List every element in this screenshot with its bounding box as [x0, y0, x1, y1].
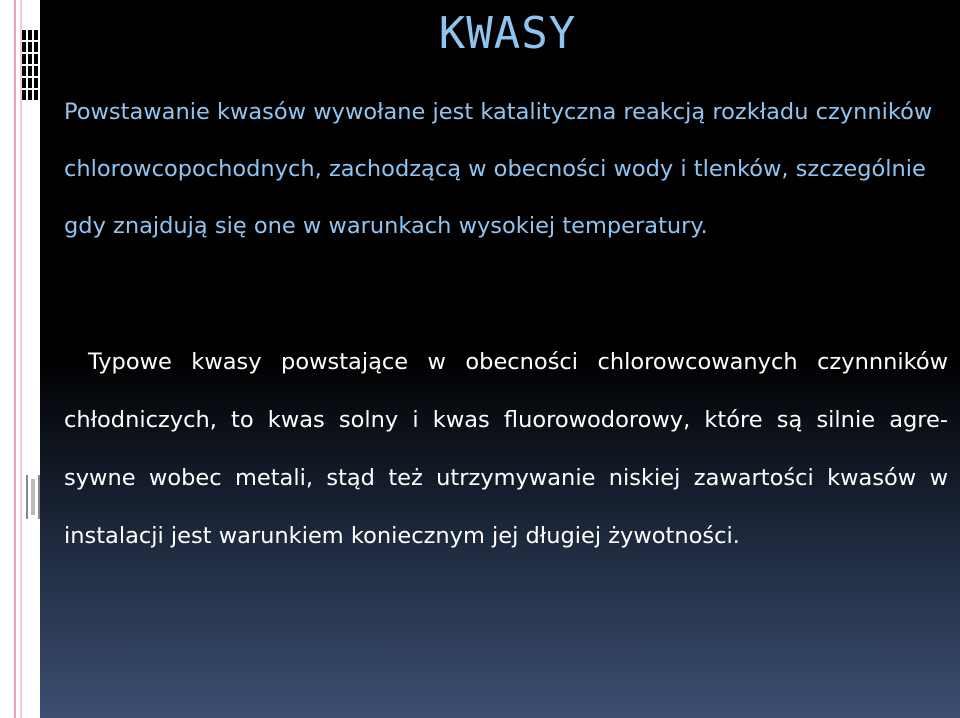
slide-content-area	[40, 0, 960, 718]
paragraph-acid-formation: Powstawanie kwasów wywołane jest katalityczna reakcją rozkładu czynników chlorowcopochodnych, zachodzącą w obecności wody i tlenków, szczególnie gdy znajdują się one w warunkach wysokiej temperatury.	[64, 99, 933, 239]
decorative-blocks	[22, 30, 40, 102]
pink-accent-line-thin	[20, 0, 22, 718]
paragraph-typical-acids: Typowe kwasy powstające w obecności chlorowcowanych czynnników chłodniczych, to kwas solny i kwas fluorowodorowy, które są silnie agre-sywne wobec metali, stąd też utrzymywanie niskiej zawartości kwasów w instalacji jest warunkiem koniecznym jej długiej żywotności.	[64, 349, 948, 549]
pink-accent-line	[14, 0, 16, 718]
left-decoration-band	[0, 0, 40, 718]
decorative-bracket	[26, 475, 40, 519]
slide-title: KWASY	[438, 8, 577, 59]
